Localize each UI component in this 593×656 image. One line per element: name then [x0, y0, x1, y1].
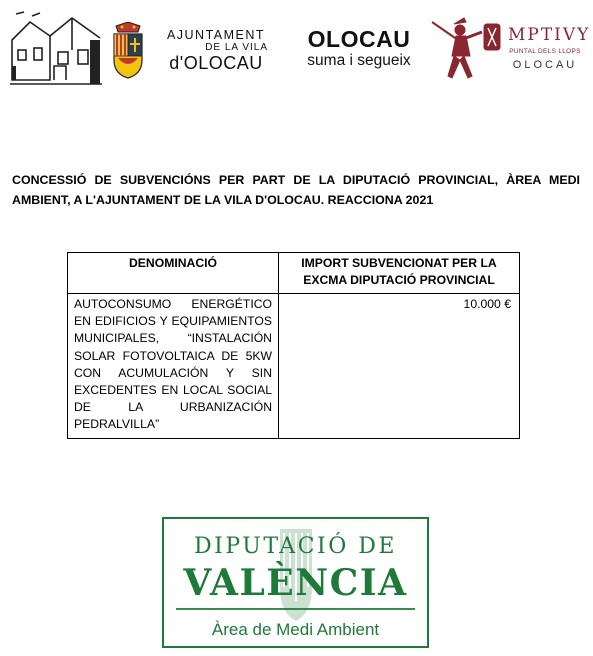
coat-of-arms-logo — [110, 22, 146, 80]
table-row — [68, 294, 520, 439]
column-header-import: IMPORT SUBVENCIONAT PER LA EXCMA DIPUTACIÓ PROVINCIAL — [279, 253, 520, 294]
mativy-glyphs: ΜΡΤΙVY — [508, 25, 591, 45]
diputacio-valencia-logo — [162, 517, 429, 648]
ajuntament-line2: DE LA VILA — [205, 42, 268, 53]
ajuntament-line3: d'OLOCAU — [169, 53, 263, 73]
mativy-name: OLOCAU — [512, 59, 578, 71]
header-logo-bar — [0, 0, 593, 100]
olocau-logo — [300, 26, 418, 70]
ajuntament-logo — [160, 28, 272, 78]
cell-import: 10.000 € — [279, 294, 520, 439]
village-sketch-logo — [10, 10, 102, 90]
iberian-warrior-logo — [430, 16, 506, 84]
subsidy-table — [67, 252, 520, 439]
mativy-logo — [508, 24, 591, 72]
logo-line3: Àrea de Medi Ambient — [211, 620, 380, 639]
document-heading: CONCESSIÓ DE SUBVENCIÓNS PER PART DE LA DIPUTACIÓ PROVINCIAL, ÀREA MEDI AMBIENT, A L'AJUNTAMENT DE LA VILA D'OLOCAU. REACCIONA 2021 — [12, 173, 580, 207]
logo-line1: DIPUTACIÓ DE — [194, 534, 397, 559]
mativy-subtitle: PUNTAL DELS LLOPS — [509, 48, 581, 55]
olocau-title: OLOCAU — [307, 26, 411, 52]
olocau-tagline: suma i segueix — [307, 52, 411, 69]
cell-denominacio: AUTOCONSUMO ENERGÉTICO EN EDIFICIOS Y EQUIPAMIENTOS MUNICIPALES, “INSTALACIÓN SOLAR FOTOVOLTAICA DE 5KW CON ACUMULACIÓN Y SIN EXCEDENTES EN LOCAL SOCIAL DE LA URBANIZACIÓN PEDRALVILLA” — [68, 294, 279, 439]
column-header-denominacio: DENOMINACIÓ — [68, 253, 279, 294]
table-header-row — [68, 253, 520, 294]
logo-line2: VALÈNCIA — [183, 562, 408, 604]
ajuntament-line1: AJUNTAMENT — [166, 28, 266, 42]
